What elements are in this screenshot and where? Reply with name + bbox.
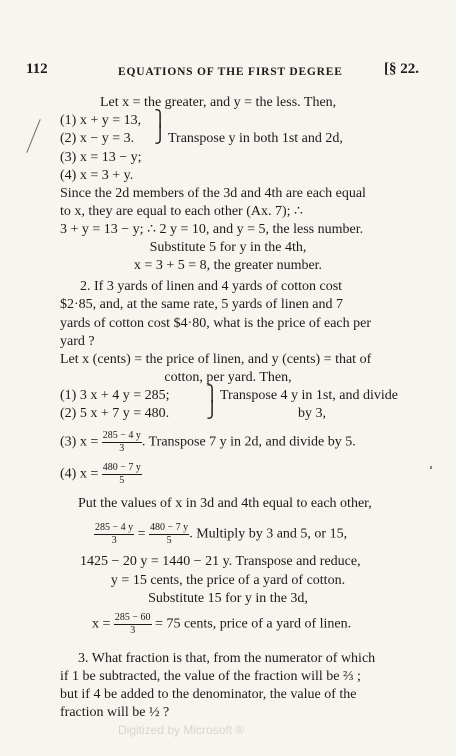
p2-x-denominator: 3 (130, 625, 136, 636)
p2-let-1: Let x (cents) = the price of linen, and y (cents) = that of (60, 352, 372, 367)
p3-line-1: 3. What fraction is that, from the numerator of which (78, 651, 376, 666)
p1-since-2: to x, they are equal to each other (Ax. 7); ∴ (60, 204, 303, 219)
p2-eq4-numerator: 480 − 7 y (102, 462, 141, 473)
p2-fraction-b (149, 522, 189, 547)
p3-line-4: fraction will be ½ ? (60, 705, 170, 720)
p2-eq3-numerator: 285 − 4 y (102, 430, 141, 441)
p2-question-1: 2. If 3 yards of linen and 4 yards of cotton cost (80, 279, 343, 294)
p2-x-result: = 75 cents, price of a yard of linen. (155, 616, 352, 632)
margin-speck (430, 466, 432, 469)
p2-x-fraction (114, 612, 152, 637)
page-number: 112 (26, 61, 48, 77)
p2-fraction-a (94, 522, 134, 547)
p2-fraction-b-denominator: 5 (166, 535, 172, 546)
p2-eq4-fraction (102, 462, 142, 487)
section-ref: [§ 22. (384, 61, 419, 77)
pencil-mark (26, 119, 40, 153)
p2-x-value (92, 612, 351, 637)
scan-watermark: Digitized by Microsoft ® (118, 723, 245, 737)
p1-eq4: (4) x = 3 + y. (60, 168, 134, 183)
p2-eq2-note: by 3, (298, 406, 326, 421)
p2-question-4: yard ? (60, 334, 95, 349)
p2-substitute: Substitute 15 for y in the 3d, (148, 591, 308, 606)
p2-equal-fractions: $\frac{285 - 4 y}{3}$ = $\frac{480 - 7 y}{5}$ . Multiply by 3 and 5, or 15, (95, 522, 348, 546)
p2-fraction-a-numerator: 285 − 4 y (95, 522, 134, 533)
p2-question-2: $2·85, and, at the same rate, 5 yards of linen and 7 (60, 297, 344, 312)
p1-eq3: (3) x = 13 − y; (60, 150, 142, 165)
brace-bottom: ⎭ (154, 127, 166, 144)
p2-multiply-note: . Multiply by 3 and 5, or 15, (189, 526, 348, 542)
p1-result: 3 + y = 13 − y; ∴ 2 y = 10, and y = 5, the less number. (60, 222, 364, 237)
p3-line-2: if 1 be subtracted, the value of the fraction will be ⅔ ; (60, 669, 361, 684)
p2-eq1: (1) 3 x + 4 y = 285; (60, 388, 170, 403)
p1-since-1: Since the 2d members of the 3d and 4th are each equal (60, 186, 366, 201)
p1-substitute: Substitute 5 for y in the 4th, (149, 240, 307, 255)
p2-eq3-fraction (102, 430, 142, 455)
p1-eq2: (2) x − y = 3. (60, 131, 135, 146)
p3-line-3: but if 4 be added to the denominator, the value of the (60, 687, 357, 702)
p2-x-numerator: 285 − 60 (114, 612, 151, 623)
p2-put: Put the values of x in 3d and 4th equal to each other, (78, 496, 372, 511)
p2-y-value: y = 15 cents, the price of a yard of cotton. (110, 573, 346, 588)
p2-fraction-a-denominator: 3 (111, 535, 117, 546)
p2-fraction-b-numerator: 480 − 7 y (150, 522, 189, 533)
brace-top-2: ⎫ (206, 386, 218, 403)
p1-eq1: (1) x + y = 13, (60, 113, 142, 128)
p1-greater: x = 3 + 5 = 8, the greater number. (133, 258, 323, 273)
p1-intro: Let x = the greater, and y = the less. Then, (100, 95, 337, 110)
p2-eq3-label: (3) x = (60, 434, 99, 450)
p2-eq1-note: Transpose 4 y in 1st, and divide (220, 388, 398, 403)
p2-eq3-note: . Transpose 7 y in 2d, and divide by 5. (141, 434, 356, 450)
p2-line-1425: 1425 − 20 y = 1440 − 21 y. Transpose and reduce, (80, 554, 361, 569)
p2-eq4 (60, 462, 142, 487)
p2-eq4-label: (4) x = (60, 466, 99, 482)
brace-bottom-2: ⎭ (206, 402, 218, 419)
p1-eq2-note: Transpose y in both 1st and 2d, (168, 131, 343, 146)
brace-top: ⎫ (154, 111, 166, 128)
p2-question-3: yards of cotton cost $4·80, what is the price of each per (60, 316, 372, 331)
p2-eq3 (60, 430, 356, 455)
running-title: EQUATIONS OF THE FIRST DEGREE (118, 66, 343, 78)
p2-eq2: (2) 5 x + 7 y = 480. (60, 406, 170, 421)
p2-x-label: x = (92, 616, 111, 632)
p2-eq3-denominator: 3 (119, 443, 125, 454)
p2-eq4-denominator: 5 (119, 475, 125, 486)
p2-let-2: cotton, per yard. Then, (164, 370, 292, 385)
